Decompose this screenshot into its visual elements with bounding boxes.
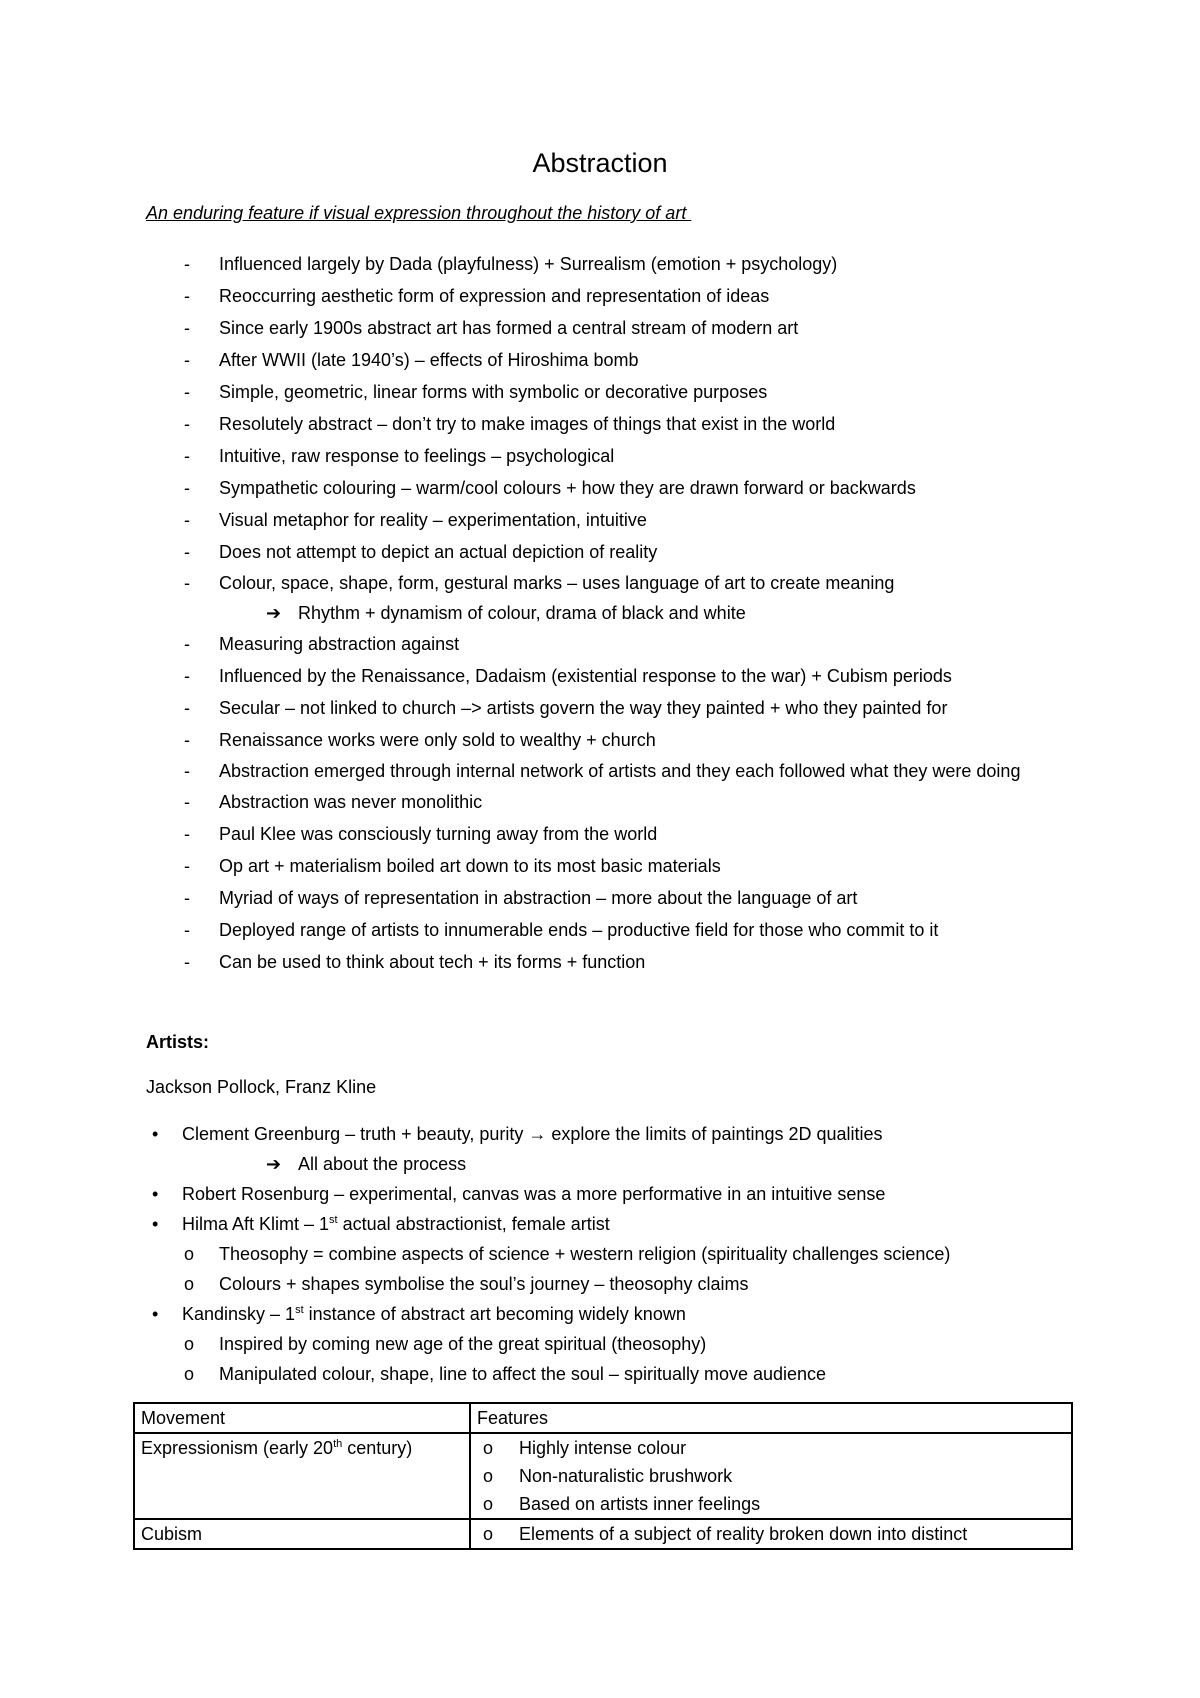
dash-marker: -: [184, 920, 190, 940]
bullet-marker: •: [152, 1124, 159, 1144]
dash-marker: -: [184, 318, 190, 338]
table-cell-features: [470, 1519, 1072, 1549]
list-item: - Influenced by the Renaissance, Dadaism (existential response to the war) + Cubism periods: [146, 660, 1086, 692]
list-item: - Op art + materialism boiled art down to its most basic materials: [146, 850, 1086, 882]
table-cell-movement: Expressionism (early 20th century): [134, 1433, 470, 1519]
dash-marker: -: [184, 792, 190, 812]
dash-marker: -: [184, 573, 190, 593]
bullet-marker: •: [152, 1214, 159, 1234]
dash-marker: -: [184, 634, 190, 654]
dash-marker: -: [184, 350, 190, 370]
list-item: - Paul Klee was consciously turning away from the world: [146, 818, 1086, 850]
list-item: - Colour, space, shape, form, gestural marks – uses language of art to create meaning: [146, 568, 1086, 598]
dash-marker: -: [184, 888, 190, 908]
list-item: - Can be used to think about tech + its forms + function: [146, 946, 1086, 978]
dash-marker: -: [184, 730, 190, 750]
list-item-rosenburg: • Robert Rosenburg – experimental, canvas was a more performative in an intuitive sense: [146, 1179, 1086, 1209]
list-item: - Visual metaphor for reality – experimentation, intuitive: [146, 504, 1086, 536]
list-item-kandinsky: • Kandinsky – 1st instance of abstract art becoming widely known: [146, 1299, 1086, 1329]
dash-marker: -: [184, 382, 190, 402]
list-item: - Myriad of ways of representation in abstraction – more about the language of art: [146, 882, 1086, 914]
artists-heading: Artists:: [146, 1032, 210, 1052]
list-item: - Resolutely abstract – don’t try to make images of things that exist in the world: [146, 408, 1086, 440]
list-item: - After WWII (late 1940’s) – effects of Hiroshima bomb: [146, 344, 1086, 376]
list-item: - Intuitive, raw response to feelings – psychological: [146, 440, 1086, 472]
dash-marker: -: [184, 510, 190, 530]
dash-marker: -: [184, 254, 190, 274]
list-item: - Sympathetic colouring – warm/cool colours + how they are drawn forward or backwards: [146, 472, 1086, 504]
artists-names: Jackson Pollock, Franz Kline: [146, 1077, 377, 1097]
list-item: - Reoccurring aesthetic form of expression and representation of ideas: [146, 280, 1086, 312]
list-item-klimt: • Hilma Aft Klimt – 1st actual abstractionist, female artist: [146, 1209, 1086, 1239]
artists-list: [146, 1119, 1086, 1389]
sub-bullet-marker: o: [184, 1244, 195, 1264]
dash-marker: -: [184, 542, 190, 562]
list-item: - Secular – not linked to church –> artists govern the way they painted + who they painted for: [146, 692, 1086, 724]
dash-marker: -: [184, 761, 190, 781]
list-item: - Measuring abstraction against: [146, 628, 1086, 660]
table-cell-movement: Cubism: [134, 1519, 470, 1549]
sub-bullet-marker: o: [184, 1364, 195, 1384]
list-sub-item: ➔ All about the process: [146, 1149, 1086, 1179]
dash-marker: -: [184, 698, 190, 718]
sub-bullet-marker: o: [483, 1524, 494, 1544]
bullet-marker: •: [152, 1184, 159, 1204]
document-title: Abstraction: [532, 148, 668, 178]
table-header-cell: Movement: [134, 1403, 470, 1433]
list-item: o Non-naturalistic brushwork: [477, 1462, 1065, 1490]
list-sub-item: o Colours + shapes symbolise the soul’s journey – theosophy claims: [146, 1269, 1086, 1299]
dash-marker: -: [184, 478, 190, 498]
table-row: [134, 1519, 1072, 1549]
sub-bullet-marker: o: [483, 1438, 494, 1458]
list-item: - Does not attempt to depict an actual depiction of reality: [146, 536, 1086, 568]
dash-marker: -: [184, 952, 190, 972]
list-sub-item: o Theosophy = combine aspects of science + western religion (spirituality challenges science): [146, 1239, 1086, 1269]
list-item: - Deployed range of artists to innumerable ends – productive field for those who commit to it: [146, 914, 1086, 946]
movements-table: [133, 1402, 1073, 1550]
arrow-right-icon: →: [528, 1124, 547, 1144]
arrow-right-icon: ➔: [266, 603, 282, 623]
list-item-greenburg: • Clement Greenburg – truth + beauty, purity → explore the limits of paintings 2D qualities: [146, 1119, 1086, 1149]
table-header-cell: Features: [470, 1403, 1072, 1433]
sub-bullet-marker: o: [483, 1494, 494, 1514]
list-sub-item: ➔ Rhythm + dynamism of colour, drama of black and white: [146, 598, 1086, 628]
bullet-marker: •: [152, 1304, 159, 1324]
dash-marker: -: [184, 856, 190, 876]
list-item: - Abstraction emerged through internal network of artists and they each followed what they were doing: [146, 756, 1086, 786]
list-sub-item: o Manipulated colour, shape, line to affect the soul – spiritually move audience: [146, 1359, 1086, 1389]
dash-marker: -: [184, 286, 190, 306]
table-row: [134, 1433, 1072, 1519]
list-item: o Highly intense colour: [477, 1434, 1065, 1462]
list-sub-item: o Inspired by coming new age of the great spiritual (theosophy): [146, 1329, 1086, 1359]
dash-marker: -: [184, 414, 190, 434]
list-item: - Renaissance works were only sold to wealthy + church: [146, 724, 1086, 756]
notes-list: [146, 248, 1086, 978]
sub-bullet-marker: o: [184, 1334, 195, 1354]
sub-bullet-marker: o: [483, 1466, 494, 1486]
list-item: o Elements of a subject of reality broken down into distinct: [477, 1520, 1065, 1548]
list-item: - Influenced largely by Dada (playfulness) + Surrealism (emotion + psychology): [146, 248, 1086, 280]
dash-marker: -: [184, 824, 190, 844]
document-subtitle: An enduring feature if visual expression throughout the history of art: [146, 203, 692, 223]
dash-marker: -: [184, 446, 190, 466]
sub-bullet-marker: o: [184, 1274, 195, 1294]
list-item: o Based on artists inner feelings: [477, 1490, 1065, 1518]
list-item: - Simple, geometric, linear forms with symbolic or decorative purposes: [146, 376, 1086, 408]
list-item: - Abstraction was never monolithic: [146, 786, 1086, 818]
dash-marker: -: [184, 666, 190, 686]
arrow-right-icon: ➔: [266, 1154, 282, 1174]
list-item: - Since early 1900s abstract art has formed a central stream of modern art: [146, 312, 1086, 344]
table-cell-features: [470, 1433, 1072, 1519]
table-header-row: [134, 1403, 1072, 1433]
